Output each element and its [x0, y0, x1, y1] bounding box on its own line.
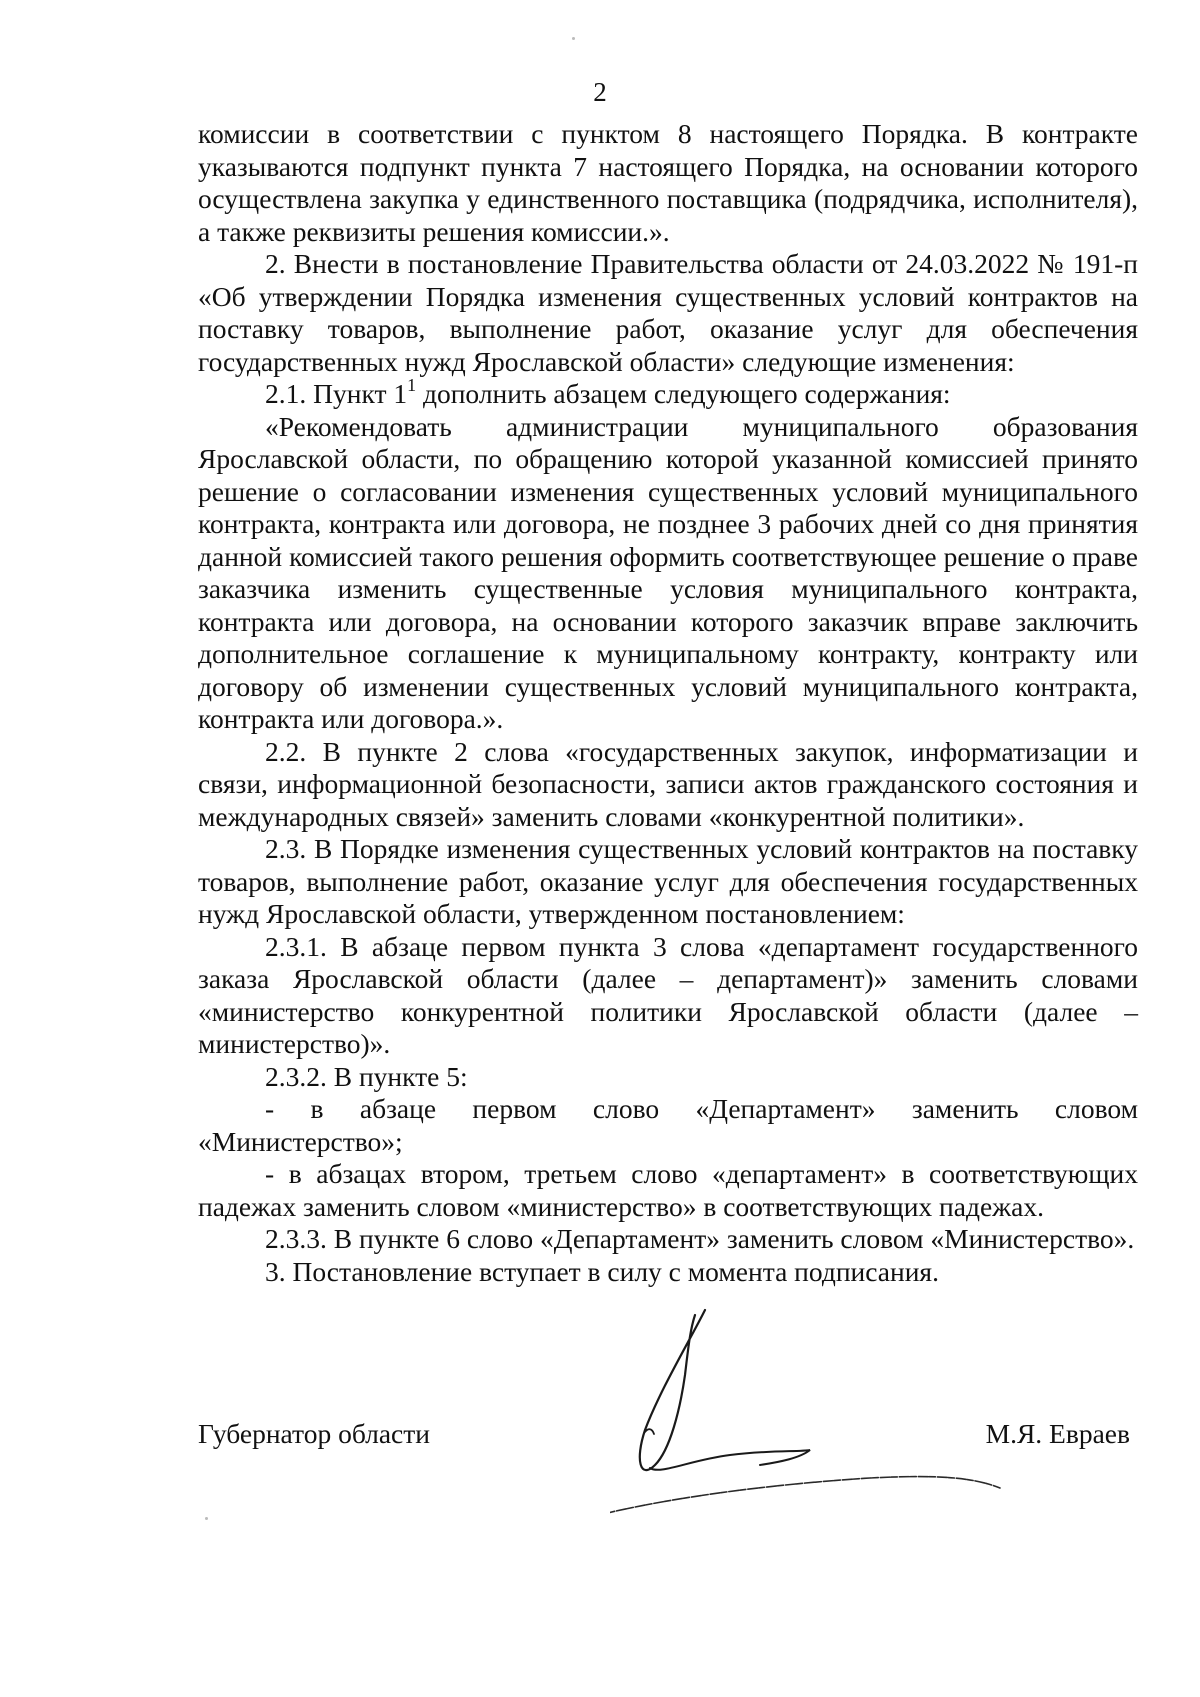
signatory-name: М.Я. Евраев: [985, 1418, 1130, 1449]
page-number: 2: [593, 77, 607, 107]
paragraph-item-2-3-1: 2.3.1. В абзаце первом пункта 3 слова «департамент государственного заказа Ярославской области (далее – департамент)» заменить словами «министерство конкурентной политики Ярославской области (далее – министерство)».: [198, 930, 1138, 1059]
paragraph-item-2-3: 2.3. В Порядке изменения существенных условий контрактов на поставку товаров, выполнение работ, оказание услуг для обеспечения государственных нужд Ярославской области, утвержденном постановлением:: [198, 833, 1138, 929]
paragraph-item-2-2: 2.2. В пункте 2 слова «государственных закупок, информатизации и связи, информационной безопасности, записи актов гражданского состояния и международных связей» заменить словами «конкурентной политики».: [198, 735, 1138, 832]
paragraph-item-2-3-2: 2.3.2. В пункте 5:: [265, 1060, 468, 1092]
paragraph-quoted-addition: «Рекомендовать администрации муниципального образования Ярославской области, по обращению которой указанной комиссией принято решение о согласовании изменения существенных условий муниципального контракта, контракта или договора, не позднее 3 рабочих дней со дня принятия данной комиссией такого решения оформить соответствующее решение о праве заказчика изменить существенные условия муниципального контракта, контракта или договора, на основании которого заказчик вправе заключить дополнительное соглашение к муниципальному контракту, контракту или договору об изменении существенных условий муниципального контракта, контракта или договора.».: [198, 410, 1138, 734]
signatory-title: Губернатор области: [198, 1418, 430, 1449]
document-body: [198, 118, 1138, 1288]
superscript-index: 1: [407, 374, 417, 395]
paragraph-item-2-1: [198, 374, 1138, 411]
paragraph-item-3: 3. Постановление вступает в силу с момента подписания.: [265, 1255, 939, 1287]
paragraph-dash-item-1: - в абзаце первом слово «Департамент» заменить словом «Министерство»;: [198, 1093, 1138, 1157]
paragraph-item-2-1-end: дополнить абзацем следующего содержания:: [416, 378, 951, 409]
paragraph-item-2-1-start: 2.1. Пункт 1: [265, 378, 408, 409]
paragraph-continuation: комиссии в соответствии с пунктом 8 настоящего Порядка. В контракте указываются подпункт пункта 7 настоящего Порядка, на основании которого осуществлена закупка у единственного поставщика (подрядчика, исполнителя), а также реквизиты решения комиссии.».: [198, 118, 1138, 247]
paragraph-item-2-3-3: 2.3.3. В пункте 6 слово «Департамент» заменить словом «Министерство».: [265, 1223, 1135, 1254]
paragraph-item-2: 2. Внести в постановление Правительства области от 24.03.2022 № 191-п «Об утверждении Порядка изменения существенных условий контрактов на поставку товаров, выполнение работ, оказание услуг для обеспечения государственных нужд Ярославской области» следующие изменения:: [198, 248, 1138, 377]
paragraph-dash-item-2: - в абзацах втором, третьем слово «департамент» в соответствующих падежах заменить словом «министерство» в соответствующих падежах.: [198, 1158, 1138, 1222]
scan-artifact-dot: [572, 37, 575, 40]
scan-artifact-dot: [205, 1517, 208, 1520]
